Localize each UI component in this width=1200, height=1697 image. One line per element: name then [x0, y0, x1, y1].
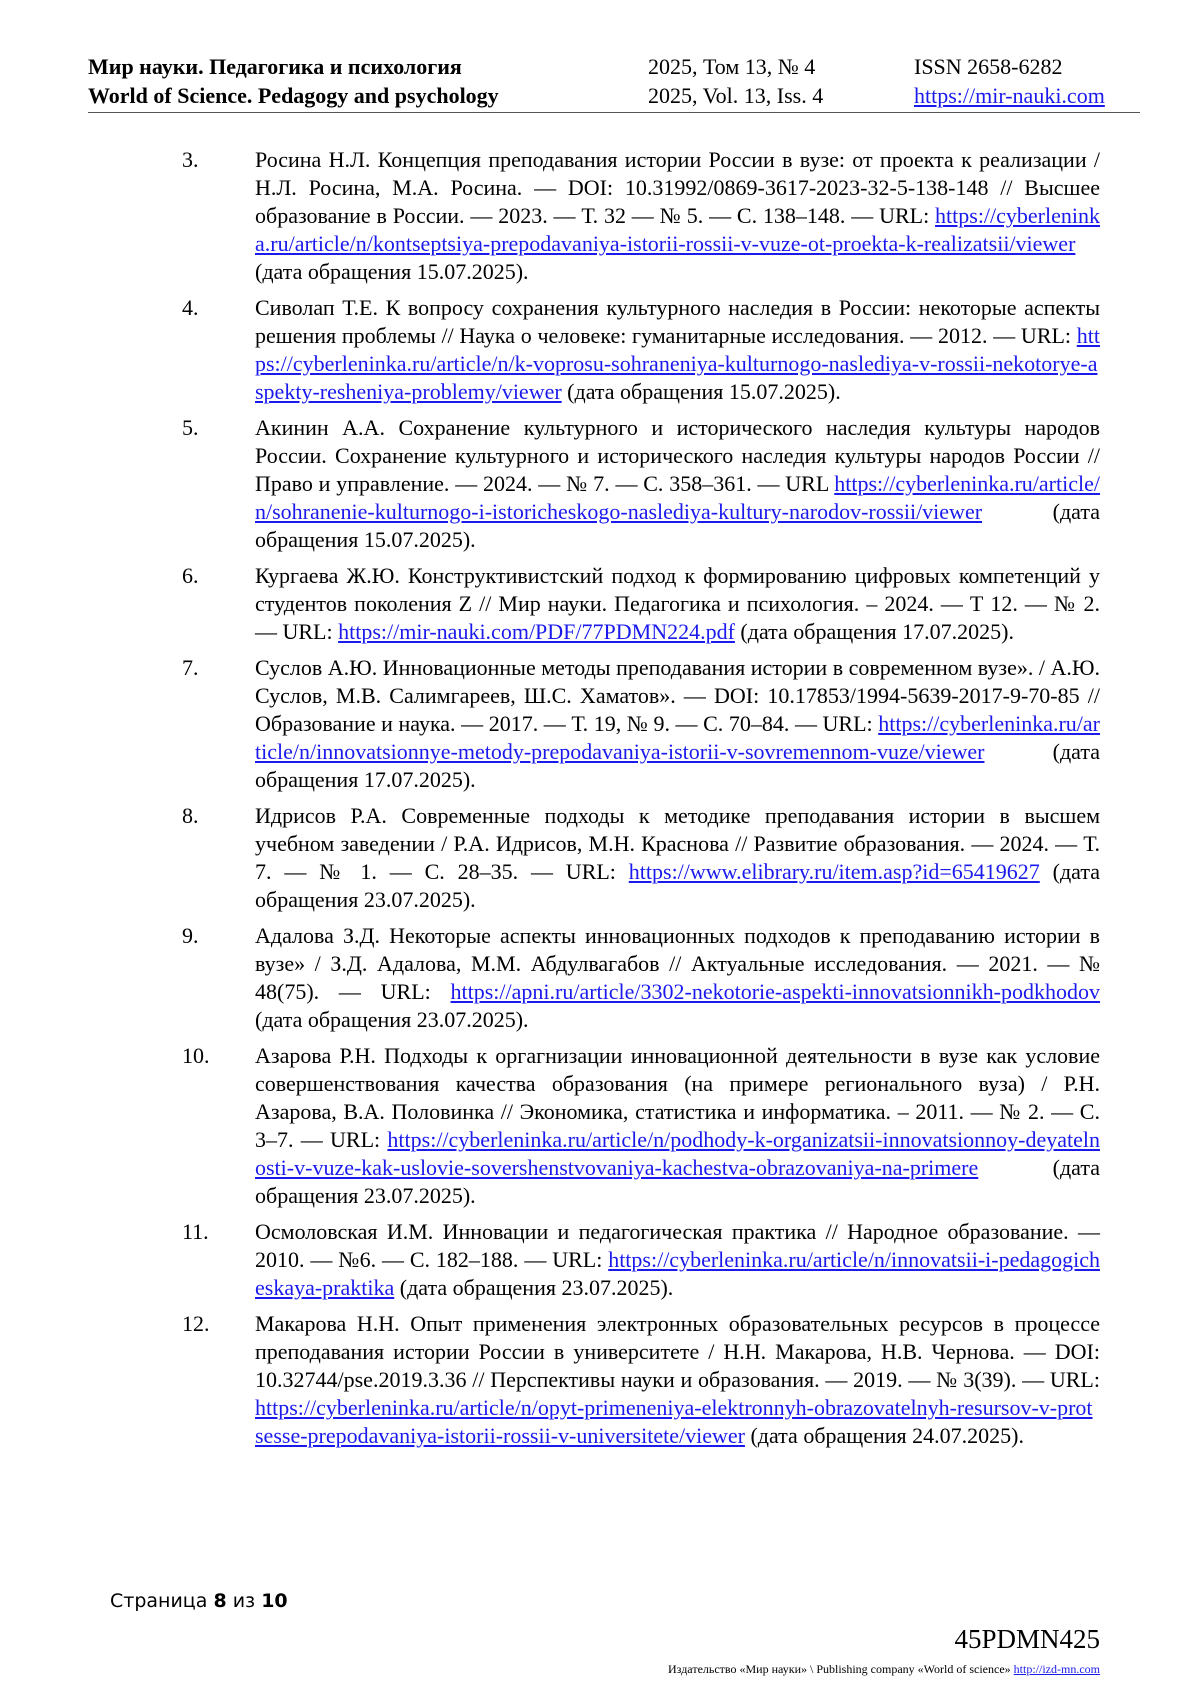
page-prefix: Страница: [110, 1590, 214, 1612]
journal-site-link[interactable]: https://mir-nauki.com: [914, 83, 1105, 108]
reference-access-date: (дата обращения 24.07.2025).: [744, 1423, 1024, 1448]
reference-text: [255, 922, 1100, 1034]
reference-text: [255, 1310, 1100, 1450]
reference-item: [0, 654, 1200, 794]
page-header: [88, 52, 1140, 113]
reference-text: [255, 414, 1100, 554]
reference-citation: Идрисов Р.А. Современные подходы к методике преподавания истории в высшем учебном заведении / Р.А. Идрисов, М.Н. Краснова // Развитие образования. — 2024. — Т. 7. — № 1. — С. 28–35. — URL:: [255, 803, 1100, 884]
reference-text: [255, 562, 1100, 646]
reference-number: 4.: [182, 295, 199, 320]
issue-ru: 2025, Том 13, № 4: [648, 54, 816, 79]
reference-text: [255, 1042, 1100, 1210]
reference-citation: Сиволап Т.Е. К вопросу сохранения культурного наследия в России: некоторые аспекты решения проблемы // Наука о человеке: гуманитарные исследования. — 2012. — URL:: [255, 295, 1100, 348]
reference-access-date: (дата обращения 23.07.2025).: [255, 859, 1100, 912]
reference-number: 7.: [182, 655, 199, 680]
reference-item: [0, 1042, 1200, 1210]
reference-list: [0, 146, 1200, 1458]
reference-item: [0, 802, 1200, 914]
reference-access-date: (дата обращения 23.07.2025).: [394, 1275, 674, 1300]
publisher-line: [668, 1662, 1100, 1677]
journal-title: [88, 52, 499, 110]
issn: ISSN 2658-6282: [914, 54, 1063, 79]
reference-citation: Кургаева Ж.Ю. Конструктивистский подход к формированию цифровых компетенций у студентов поколения Z // Мир науки. Педагогика и психология. – 2024. — Т 12. — № 2. — URL:: [255, 563, 1100, 644]
reference-citation: Адалова З.Д. Некоторые аспекты инновационных подходов к преподаванию истории в вузе» / З.Д. Адалова, М.М. Абдулвагабов // Актуальные исследования. — 2021. — № 48(75). — URL:: [255, 923, 1100, 1004]
reference-item: [0, 922, 1200, 1034]
reference-item: [0, 294, 1200, 406]
reference-citation: Суслов А.Ю. Инновационные методы преподавания истории в современном вузе». / А.Ю. Суслов, М.В. Салимгареев, Ш.С. Хаматов». — DOI: 10.17853/1994-5639-2017-9-70-85 // Образование и наука. — 2017. — Т. 19, № 9. — С. 70–84. — URL:: [255, 655, 1100, 736]
reference-url-link[interactable]: https://cyberleninka.ru/article/n/innovatsionnye-metody-prepodavaniya-istorii-v-sovremennom-vuze/viewer: [255, 711, 1100, 764]
issue-en: 2025, Vol. 13, Iss. 4: [648, 83, 824, 108]
reference-text: [255, 654, 1100, 794]
reference-url-link[interactable]: https://cyberleninka.ru/article/n/sohranenie-kulturnogo-i-istoricheskogo-naslediya-kultury-narodov-rossii/viewer: [255, 471, 1100, 524]
reference-access-date: (дата обращения 17.07.2025).: [734, 619, 1014, 644]
journal-title-ru: Мир науки. Педагогика и психология: [88, 54, 462, 79]
journal-title-en: World of Science. Pedagogy and psychology: [88, 83, 499, 108]
reference-number: 8.: [182, 803, 199, 828]
reference-access-date: (дата обращения 23.07.2025).: [255, 1007, 529, 1032]
reference-citation: Макарова Н.Н. Опыт применения электронных образовательных ресурсов в процессе преподавания истории России в университете / Н.Н. Макарова, Н.В. Чернова. — DOI: 10.32744/pse.2019.3.36 // Перспективы науки и образования. — 2019. — № 3(39). — URL:: [255, 1311, 1100, 1392]
reference-number: 3.: [182, 147, 199, 172]
reference-url-link[interactable]: https://cyberleninka.ru/article/n/innovatsii-i-pedagogicheskaya-praktika: [255, 1247, 1100, 1300]
page-total: 10: [261, 1590, 288, 1612]
reference-citation: Азарова Р.Н. Подходы к оргагнизации инновационной деятельности в вузе как условие совершенствования качества образования (на примере регионального вуза) / Р.Н. Азарова, В.А. Половинка // Экономика, статистика и информатика. – 2011. — № 2. — С. 3–7. — URL:: [255, 1043, 1100, 1152]
reference-number: 11.: [182, 1219, 209, 1244]
reference-citation: Росина Н.Л. Концепция преподавания истории России в вузе: от проекта к реализации / Н.Л. Росина, М.А. Росина. — DOI: 10.31992/0869-3617-2023-32-5-138-148 // Высшее образование в России. — 2023. — Т. 32 — № 5. — С. 138–148. — URL:: [255, 147, 1100, 228]
reference-url-link[interactable]: https://mir-nauki.com/PDF/77PDMN224.pdf: [338, 619, 735, 644]
reference-text: [255, 802, 1100, 914]
article-code: 45PDMN425: [954, 1624, 1100, 1654]
publisher-text: Издательство «Мир науки» \ Publishing company «World of science»: [668, 1662, 1014, 1676]
reference-number: 5.: [182, 415, 199, 440]
reference-url-link[interactable]: https://cyberleninka.ru/article/n/opyt-primeneniya-elektronnyh-obrazovatelnyh-resursov-v-protsesse-prepodavaniya-istorii-rossii-v-universitete/viewer: [255, 1395, 1093, 1448]
reference-text: [255, 1218, 1100, 1302]
reference-url-link[interactable]: https://cyberleninka.ru/article/n/k-voprosu-sohraneniya-kulturnogo-naslediya-v-rossii-nekotorye-aspekty-resheniya-problemy/viewer: [255, 323, 1100, 404]
reference-url-link[interactable]: https://apni.ru/article/3302-nekotorie-aspekti-innovatsionnikh-podkhodov: [450, 979, 1100, 1004]
reference-access-date: (дата обращения 17.07.2025).: [255, 739, 1100, 792]
reference-item: [0, 562, 1200, 646]
reference-access-date: (дата обращения 15.07.2025).: [255, 259, 529, 284]
reference-citation: Осмоловская И.М. Инновации и педагогическая практика // Народное образование. — 2010. — №6. — С. 182–188. — URL:: [255, 1219, 1100, 1272]
reference-text: [255, 146, 1100, 286]
reference-access-date: (дата обращения 23.07.2025).: [255, 1155, 1100, 1208]
reference-item: [0, 1218, 1200, 1302]
reference-item: [0, 1310, 1200, 1450]
reference-access-date: (дата обращения 15.07.2025).: [561, 379, 841, 404]
publisher-link[interactable]: http://izd-mn.com: [1013, 1662, 1100, 1676]
page-number: [110, 1590, 288, 1612]
reference-url-link[interactable]: https://cyberleninka.ru/article/n/kontseptsiya-prepodavaniya-istorii-rossii-v-vuze-ot-proekta-k-realizatsii/viewer: [255, 203, 1100, 256]
reference-item: [0, 146, 1200, 286]
reference-url-link[interactable]: https://www.elibrary.ru/item.asp?id=65419627: [628, 859, 1040, 884]
reference-number: 10.: [182, 1043, 210, 1068]
reference-access-date: (дата обращения 15.07.2025).: [255, 499, 1100, 552]
reference-number: 12.: [182, 1311, 210, 1336]
journal-meta: [914, 52, 1105, 110]
page-mid: из: [226, 1590, 262, 1612]
reference-text: [255, 294, 1100, 406]
reference-url-link[interactable]: https://cyberleninka.ru/article/n/podhody-k-organizatsii-innovatsionnoy-deyatelnosti-v-vuze-kak-uslovie-sovershenstvovaniya-kachestva-obrazovaniya-na-primere: [255, 1127, 1100, 1180]
issue-info: [648, 52, 823, 110]
reference-citation: Акинин А.А. Сохранение культурного и исторического наследия культуры народов России. Сохранение культурного и исторического наследия культуры народов России // Право и управление. — 2024. — № 7. — С. 358–361. — URL: [255, 415, 1100, 496]
reference-number: 6.: [182, 563, 199, 588]
reference-number: 9.: [182, 923, 199, 948]
page-current: 8: [213, 1590, 227, 1612]
reference-item: [0, 414, 1200, 554]
